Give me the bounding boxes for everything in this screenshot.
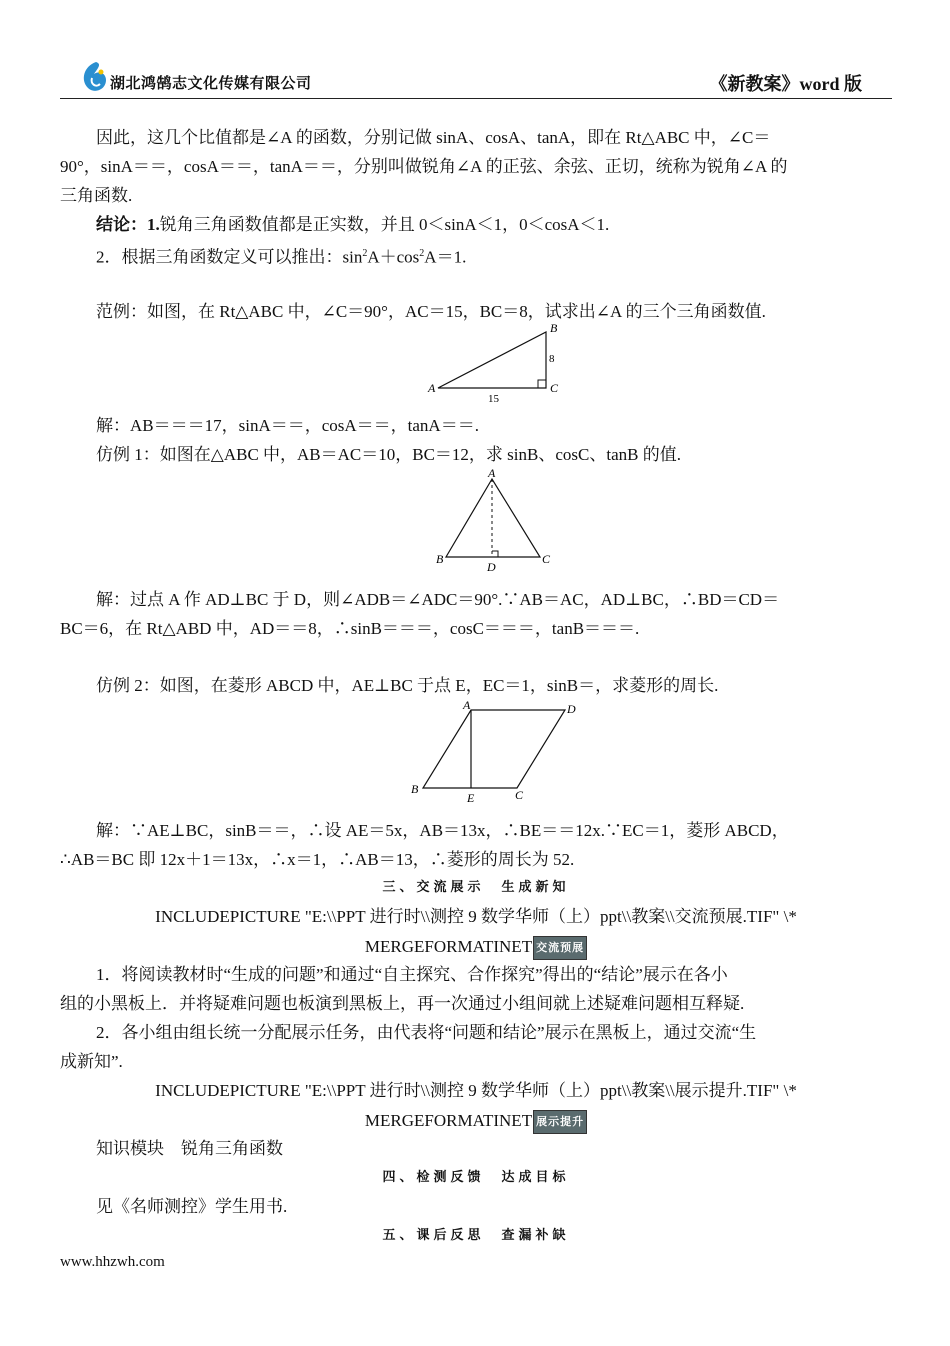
- footer-url[interactable]: www.hhzwh.com: [60, 1254, 165, 1270]
- mergeformat-text: MERGEFORMATINET: [364, 936, 533, 956]
- right-angle-mark: [492, 551, 498, 557]
- rhombus-abcd: [423, 710, 565, 788]
- item-2-line: 成新知”.: [60, 1052, 123, 1071]
- practice1-label: 仿例 1：: [96, 445, 160, 464]
- figure-rhombus: [405, 695, 585, 805]
- company-logo-icon: [74, 58, 114, 98]
- example-solution: 解：AB＝＝＝17，sinA＝＝，cosA＝＝，tanA＝＝.: [96, 416, 479, 435]
- label-a: A: [463, 698, 471, 712]
- section-3-heading: 三、交流展示 生成新知: [382, 880, 570, 895]
- mergeformat-text: MERGEFORMATINET: [364, 1110, 533, 1130]
- triangle-abc-iso: [446, 479, 540, 557]
- superscript: 2: [362, 248, 368, 259]
- label-side-ac: 15: [488, 393, 499, 405]
- mergeformat-line: [60, 1110, 892, 1134]
- practice2-label: 仿例 2：: [96, 676, 160, 695]
- conclusion-text: 锐角三角函数值都是正实数，并且 0＜sinA＜1，0＜cosA＜1.: [159, 215, 610, 234]
- label-a: A: [428, 381, 436, 395]
- practice1-text: 如图在△ABC 中，AB＝AC＝10，BC＝12，求 sinB、cosC、tanB 的值.: [159, 445, 681, 464]
- document-type: 《新教案》word 版: [709, 74, 862, 94]
- label-b: B: [411, 782, 419, 796]
- example-text: 如图，在 Rt△ABC 中，∠C＝90°，AC＝15，BC＝8，试求出∠A 的三个三角函数值.: [147, 302, 766, 321]
- page-header: [60, 58, 892, 99]
- practice2-solution-line: ∴AB＝BC 即 12x＋1＝13x，∴x＝1，∴AB＝13，∴菱形的周长为 52.: [60, 850, 575, 869]
- triangle-abc: [438, 332, 546, 388]
- label-b: B: [436, 552, 444, 566]
- see-reference: 见《名师测控》学生用书.: [96, 1197, 288, 1216]
- practice2-solution-line: 解：∵AE⊥BC，sinB＝＝，∴设 AE＝5x，AB＝13x，∴BE＝＝12x.∵EC＝1，菱形 ABCD，: [96, 821, 789, 840]
- label-side-bc: 8: [549, 353, 555, 365]
- right-angle-mark: [538, 380, 546, 388]
- para-line: 因此，这几个比值都是∠A 的函数，分别记做 sinA、cosA、tanA，即在 Rt△ABC 中，∠C＝: [96, 128, 771, 147]
- label-c: C: [550, 381, 559, 395]
- label-d: D: [567, 702, 576, 716]
- practice2-line: [96, 676, 892, 696]
- figure-right-triangle: [420, 318, 570, 408]
- label-e: E: [467, 791, 475, 805]
- mergeformat-line: [60, 936, 892, 960]
- para-line: 90°，sinA＝＝，cosA＝＝，tanA＝＝，分别叫做锐角∠A 的正弦、余弦、正切，统称为锐角∠A 的: [60, 157, 788, 176]
- item-1-line: 组的小黑板上．并将疑难问题也板演到黑板上，再一次通过小组间就上述疑难问题相互释疑.: [60, 994, 745, 1013]
- label-c: C: [515, 788, 524, 802]
- includepicture-field: INCLUDEPICTURE "E:\\PPT 进行时\\测控 9 数学华师（上）ppt\\教案\\展示提升.TIF" \*: [155, 1081, 797, 1100]
- practice1-line: [96, 445, 892, 465]
- text-segment: A＝1.: [424, 247, 467, 267]
- company-name: 湖北鸿鹄志文化传媒有限公司: [110, 74, 312, 92]
- conclusion-line: [96, 215, 892, 235]
- figure-isosceles-triangle: [430, 465, 560, 575]
- section-5-heading: 五、课后反思 查漏补缺: [382, 1228, 570, 1243]
- section-4-heading: 四、检测反馈 达成目标: [382, 1170, 570, 1185]
- item-1-line: 1．将阅读教材时“生成的问题”和通过“自主探究、合作探究”得出的“结论”展示在各小: [96, 965, 728, 984]
- badge-show-improve: 展示提升: [533, 1110, 587, 1134]
- para-line: 三角函数.: [60, 186, 133, 205]
- label-b: B: [550, 321, 558, 335]
- item-2-line: 2．各小组由组长统一分配展示任务，由代表将“问题和结论”展示在黑板上，通过交流“生: [96, 1023, 757, 1042]
- text-segment: 2．根据三角函数定义可以推出：sin: [96, 247, 363, 267]
- knowledge-module: 知识模块 锐角三角函数: [96, 1139, 283, 1158]
- superscript: 2: [419, 248, 425, 259]
- practice1-solution-line: 解：过点 A 作 AD⊥BC 于 D，则∠ADB＝∠ADC＝90°.∵AB＝AC，AD⊥BC，∴BD＝CD＝: [96, 590, 780, 609]
- practice2-text: 如图，在菱形 ABCD 中，AE⊥BC 于点 E，EC＝1，sinB＝，求菱形的周长.: [159, 676, 719, 695]
- includepicture-field: INCLUDEPICTURE "E:\\PPT 进行时\\测控 9 数学华师（上）ppt\\教案\\交流预展.TIF" \*: [155, 907, 797, 926]
- practice1-solution-line: BC＝6，在 Rt△ABD 中，AD＝＝8，∴sinB＝＝＝，cosC＝＝＝，tanB＝＝＝.: [60, 619, 640, 638]
- label-d: D: [487, 560, 496, 574]
- conclusion-label: 结论：1.: [96, 215, 160, 234]
- label-c: C: [542, 552, 551, 566]
- conclusion-point-2: [96, 244, 892, 268]
- badge-exchange-preview: 交流预展: [533, 936, 587, 960]
- example-label: 范例：: [96, 302, 147, 321]
- text-segment: A＋cos: [367, 247, 420, 267]
- label-a: A: [488, 466, 496, 480]
